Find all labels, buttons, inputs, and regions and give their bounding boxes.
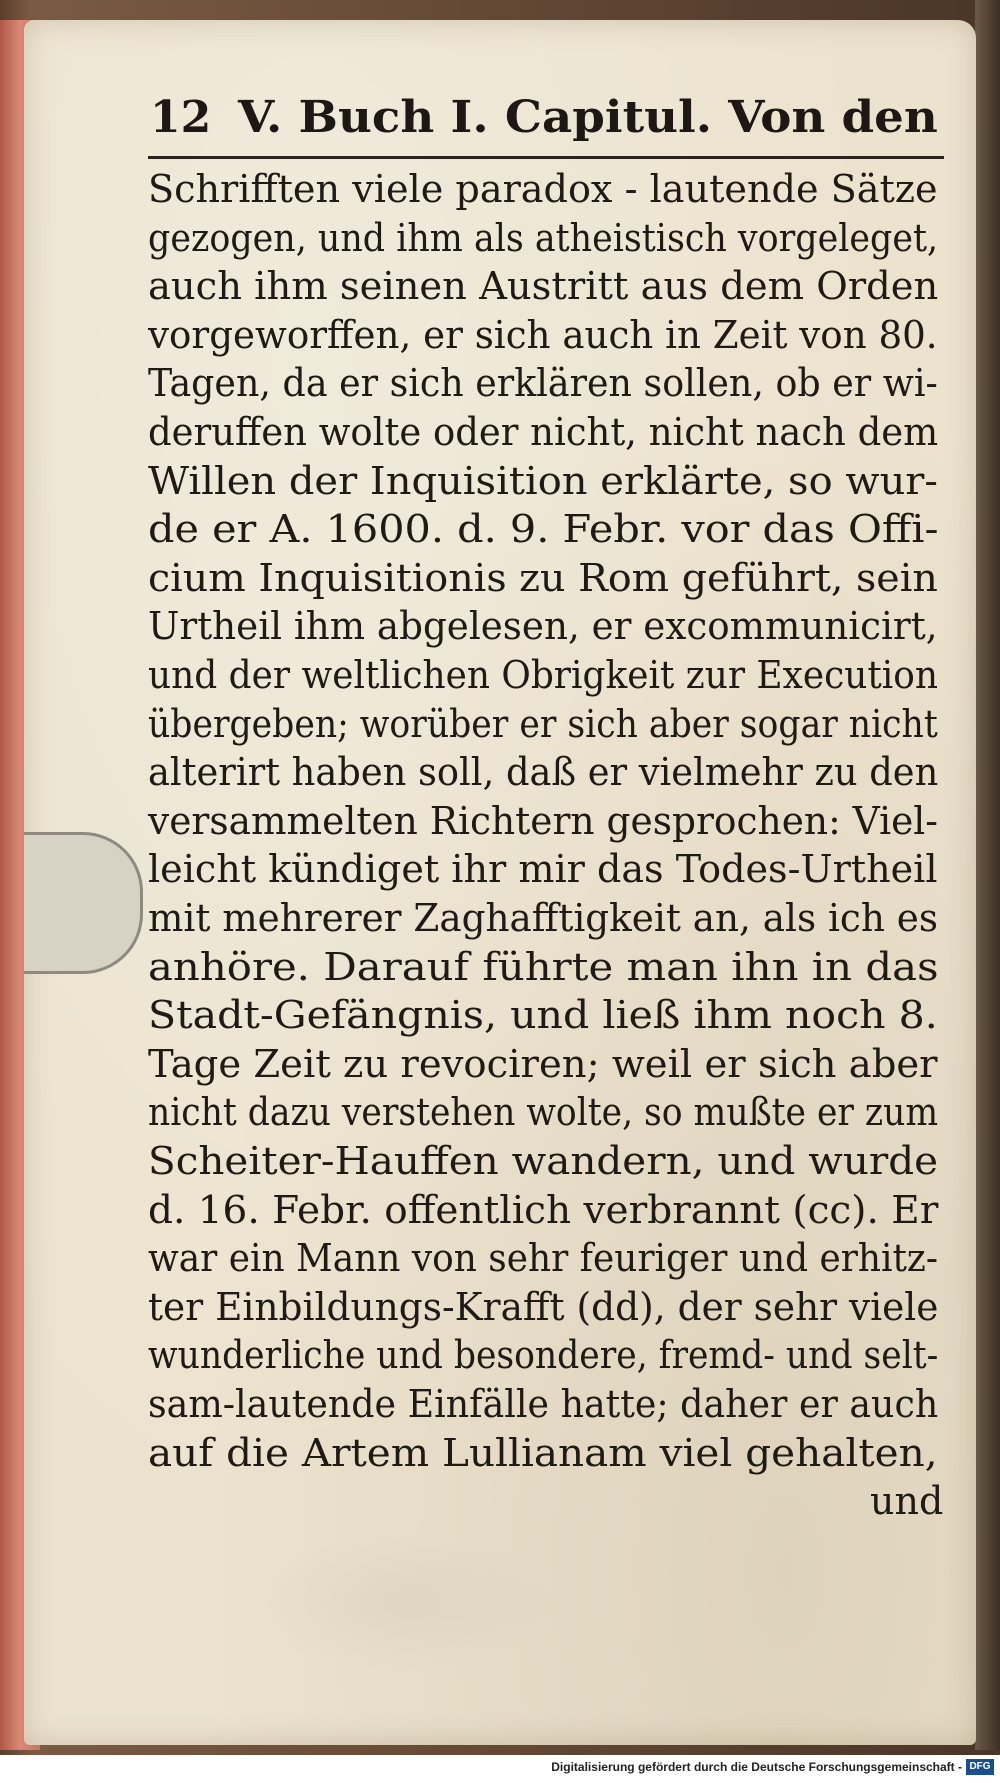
- text-line: sam-lautende Einfälle hatte; daher er auch: [148, 1382, 939, 1426]
- text-line: vorgeworffen, er sich auch in Zeit von 80.: [148, 312, 938, 357]
- text-line: Stadt-Gefängnis, und ließ ihm noch 8.: [148, 993, 938, 1038]
- text-line: übergeben; worüber er sich aber sogar nicht: [148, 701, 938, 746]
- text-line: Scheiter-Hauffen wandern, und wurde: [148, 1139, 939, 1183]
- text-line: nicht dazu verstehen wolte, so mußte er zum: [148, 1090, 939, 1135]
- text-line: war ein Mann von sehr feuriger und erhitz-: [148, 1236, 938, 1281]
- text-line: deruffen wolte oder nicht, nicht nach dem: [148, 410, 939, 454]
- dfg-logo: DFG: [966, 1759, 994, 1775]
- text-line: Tage Zeit zu revociren; weil er sich aber: [148, 1041, 938, 1086]
- text-line: mit mehrerer Zaghafftigkeit an, als ich es: [148, 896, 939, 940]
- running-title: V. Buch I. Capitul. Von den: [238, 92, 938, 143]
- text-line: wunderliche und besondere, fremd- und selt-: [148, 1333, 939, 1378]
- text-line: de er A. 1600. d. 9. Febr. vor das Offi-: [148, 507, 939, 552]
- page-holder-clip: [24, 832, 143, 974]
- text-line: anhöre. Darauf führte man ihn in das: [148, 944, 939, 989]
- text-line: Tagen, da er sich erklären sollen, ob er wi-: [148, 361, 938, 406]
- text-line: leicht kündiget ihr mir das Todes-Urtheil: [148, 847, 938, 892]
- text-line: auch ihm seinen Austritt aus dem Orden: [148, 264, 939, 309]
- book-right-edge: [975, 0, 1000, 1750]
- text-line: gezogen, und ihm als atheistisch vorgeleget,: [148, 215, 939, 260]
- text-line: ter Einbildungs-Krafft (dd), der sehr viele: [148, 1284, 939, 1329]
- page-stain: [254, 1532, 554, 1672]
- page-number: 12: [150, 92, 212, 143]
- text-line: und der weltlichen Obrigkeit zur Execution: [148, 653, 939, 697]
- text-line: d. 16. Febr. offentlich verbrannt (cc). Er: [148, 1187, 939, 1232]
- running-header: [140, 92, 940, 152]
- text-line: versammelten Richtern gesprochen: Viel-: [148, 798, 938, 843]
- text-line: Urtheil ihm abgelesen, er excommunicirt,: [148, 604, 938, 649]
- digitization-credit: Digitalisierung gefördert durch die Deutsche Forschungsgemeinschaft -: [551, 1760, 962, 1774]
- header-rule: [148, 156, 944, 159]
- text-line: Willen der Inquisition erklärte, so wur-: [148, 458, 938, 503]
- catchword: und: [870, 1479, 944, 1524]
- text-line: cium Inquisitionis zu Rom geführt, sein: [148, 555, 938, 600]
- text-line: auf die Artem Lullianam viel gehalten,: [148, 1430, 938, 1475]
- text-line: Schrifften viele paradox - lautende Sätze: [148, 167, 938, 211]
- text-line: alterirt haben soll, daß er vielmehr zu den: [148, 750, 939, 795]
